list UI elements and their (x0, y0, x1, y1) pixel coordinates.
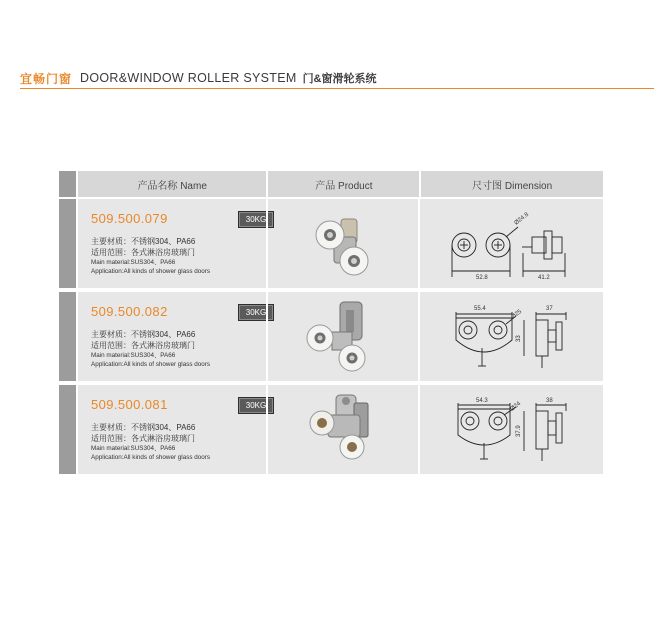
material-cn: 主要材质：不锈钢304、PA66 (91, 237, 196, 246)
dimension-label: Ø24 (509, 400, 523, 413)
dimension-drawing (420, 199, 603, 288)
name-cell (76, 292, 266, 381)
application-en: Application:All kinds of shower glass doors (91, 268, 211, 275)
application-cn: 适用范围：各式淋浴房玻璃门 (91, 434, 195, 443)
product-code: 509.500.081 (91, 397, 168, 412)
brand-name: 宜畅门窗 (20, 71, 73, 86)
dimension-drawing-cell (418, 292, 601, 381)
table-row (59, 292, 603, 385)
material-en: Main material:SUS304、PA66 (91, 445, 176, 452)
dimension-drawing-cell (418, 199, 601, 288)
dimension-drawing-cell (418, 385, 601, 474)
dimension-label: 37 (546, 306, 553, 312)
dimension-drawing (420, 292, 603, 381)
load-badge: 30KG (238, 304, 274, 321)
dimension-drawing (420, 385, 603, 474)
material-en: Main material:SUS304、PA66 (91, 259, 176, 266)
name-cell (76, 199, 266, 288)
name-cell (76, 385, 266, 474)
product-image-cell (266, 199, 418, 288)
column-header-name: 产品名称 Name (76, 171, 267, 197)
dimension-label: 37.9 (516, 425, 522, 437)
dimension-label: 33 (516, 335, 522, 342)
material-cn: 主要材质：不锈钢304、PA66 (91, 423, 196, 432)
material-en: Main material:SUS304、PA66 (91, 352, 176, 359)
application-en: Application:All kinds of shower glass doors (91, 454, 211, 461)
dimension-label: Ø24.8 (513, 211, 531, 227)
product-info (91, 422, 210, 462)
dimension-label: 41.2 (538, 275, 550, 281)
row-marker (59, 292, 76, 381)
product-image-cell (266, 292, 418, 381)
roller-photo-icon (268, 292, 420, 381)
section-title-en: DOOR&WINDOW ROLLER SYSTEM (80, 71, 297, 85)
product-table (59, 171, 603, 478)
application-cn: 适用范围：各式淋浴房玻璃门 (91, 341, 195, 350)
product-code: 509.500.079 (91, 211, 168, 226)
load-badge: 30KG (238, 397, 274, 414)
dimension-label: 38 (546, 398, 553, 404)
roller-photo-icon (268, 385, 420, 474)
product-image-cell (266, 385, 418, 474)
row-marker (59, 171, 76, 197)
table-row (59, 385, 603, 478)
load-badge: 30KG (238, 211, 274, 228)
row-marker (59, 199, 76, 288)
roller-photo-icon (268, 199, 420, 288)
table-header (59, 171, 603, 199)
row-marker (59, 385, 76, 474)
column-header-dimension: 尺寸图 Dimension (419, 171, 603, 197)
dimension-label: 54.3 (476, 398, 488, 404)
product-code: 509.500.082 (91, 304, 168, 319)
section-title-cn: 门&窗滑轮系统 (302, 73, 377, 85)
header-divider (20, 88, 654, 89)
dimension-label: 52.8 (476, 275, 488, 281)
page-header (20, 70, 377, 86)
application-cn: 适用范围：各式淋浴房玻璃门 (91, 248, 195, 257)
table-row (59, 199, 603, 292)
column-header-product: 产品 Product (266, 171, 419, 197)
dimension-label: 55.4 (474, 306, 486, 312)
material-cn: 主要材质：不锈钢304、PA66 (91, 330, 196, 339)
product-info (91, 329, 210, 369)
product-info (91, 236, 210, 276)
application-en: Application:All kinds of shower glass doors (91, 361, 211, 368)
dimension-label: Ø25 (510, 308, 524, 321)
